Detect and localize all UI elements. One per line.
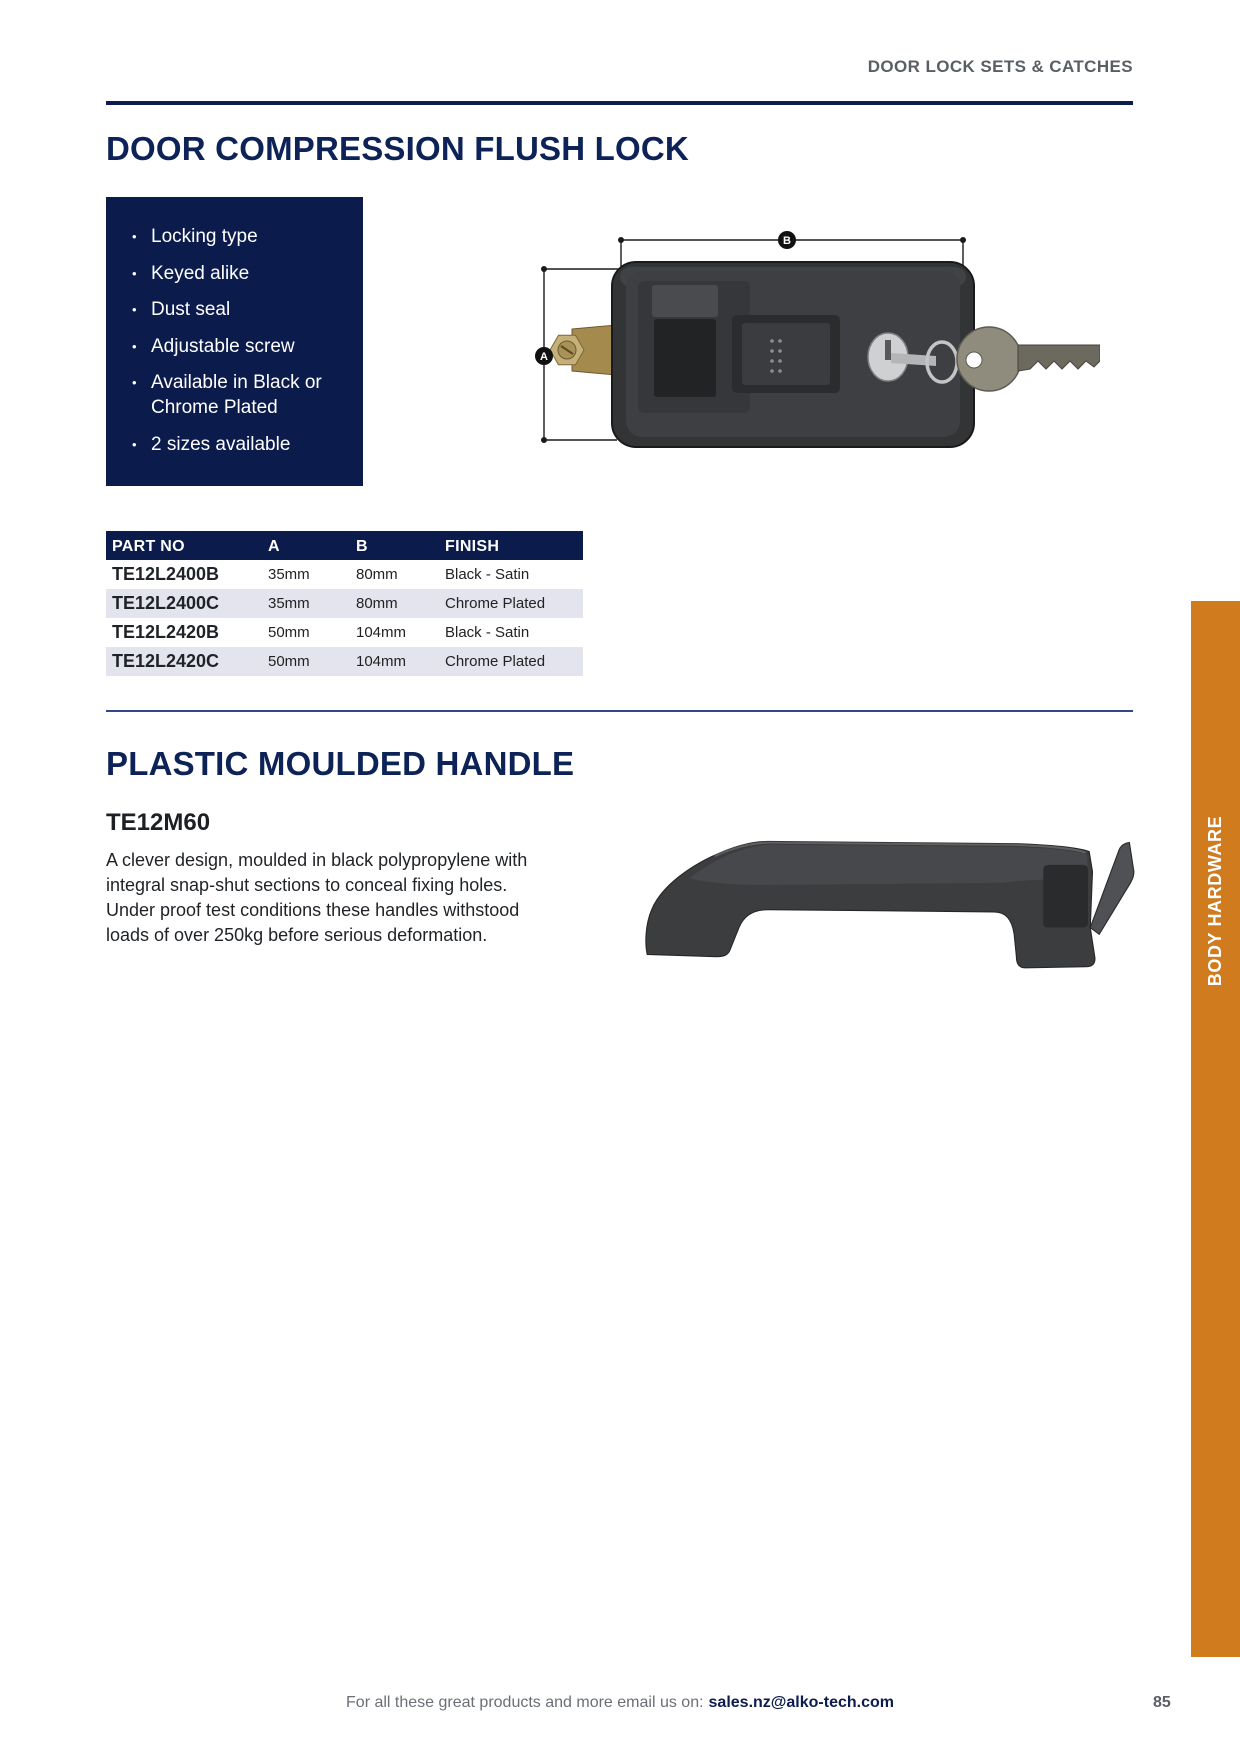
description-line: integral snap-shut sections to conceal fixing holes. [106,875,508,895]
finish-cell: Black - Satin [445,624,530,641]
section-header: DOOR LOCK SETS & CATCHES [867,57,1133,76]
dimension-a-cell: 50mm [262,647,350,676]
part-no-cell: TE12L2420B [112,622,220,642]
side-section-tab [1191,601,1240,1657]
flush-lock-diagram [534,229,1100,449]
column-header-part-no: PART NO [106,531,262,560]
feature-item: • Locking type [151,224,351,249]
section-divider [106,710,1133,712]
footer-email-link[interactable]: sales.nz@alko-tech.com [708,1694,894,1711]
dimension-a-cell: 50mm [268,624,310,641]
table-row [106,560,583,589]
dimension-b-cell: 104mm [350,647,439,676]
svg-text:B: B [783,235,791,247]
product-title-flush-lock: DOOR COMPRESSION FLUSH LOCK [106,130,689,167]
part-no-cell: TE12L2420C [106,647,262,676]
column-header-b: B [350,531,439,560]
finish-cell: Chrome Plated [439,589,583,618]
dimension-b-cell: 80mm [356,566,398,583]
feature-item: • Dust seal [151,297,351,322]
finish-cell: Chrome Plated [439,647,583,676]
finish-cell: Black - Satin [445,566,530,583]
footer-text: For all these great products and more email us on: [346,1694,704,1711]
product-part-number: TE12M60 [106,809,211,836]
side-tab-label: BODY HARDWARE [1205,815,1225,987]
svg-text:A: A [540,351,548,363]
features-list [151,224,351,468]
table-row [106,618,583,647]
dimension-label-b [778,231,796,249]
dimension-b-cell: 80mm [350,589,439,618]
feature-item: • 2 sizes available [151,432,351,457]
column-header-finish: FINISH [439,531,583,560]
moulded-handle-image [645,838,1135,969]
table-row [106,589,583,618]
description-line: Under proof test conditions these handles withstood [106,900,520,920]
table-header-row [106,531,583,560]
table-row [106,647,583,676]
dimension-b-cell: 104mm [356,624,407,641]
footer [0,1693,1240,1713]
part-no-cell: TE12L2400B [112,564,220,584]
handle-snap-flap [1090,843,1134,935]
product-title-moulded-handle: PLASTIC MOULDED HANDLE [106,745,575,782]
part-no-cell: TE12L2400C [106,589,262,618]
dimension-a-cell: 35mm [262,589,350,618]
feature-item: • Available in Black or Chrome Plated [151,370,351,420]
bolt-tab [550,325,616,375]
dimension-a-cell: 35mm [268,566,310,583]
column-header-a: A [262,531,350,560]
feature-item: • Adjustable screw [151,334,351,359]
feature-item: • Keyed alike [151,261,351,286]
handle-fixing-slot [1043,865,1088,928]
features-box [106,197,363,486]
page-number: 85 [1153,1694,1171,1711]
dimension-label-a [535,347,553,365]
handle-top-face [690,845,1088,885]
product-description [106,848,527,948]
header-divider [106,101,1133,105]
description-line: A clever design, moulded in black polypropylene with [106,850,528,870]
lock-button [732,315,840,393]
description-line: loads of over 250kg before serious deformation. [106,925,488,945]
spec-table [106,531,583,676]
